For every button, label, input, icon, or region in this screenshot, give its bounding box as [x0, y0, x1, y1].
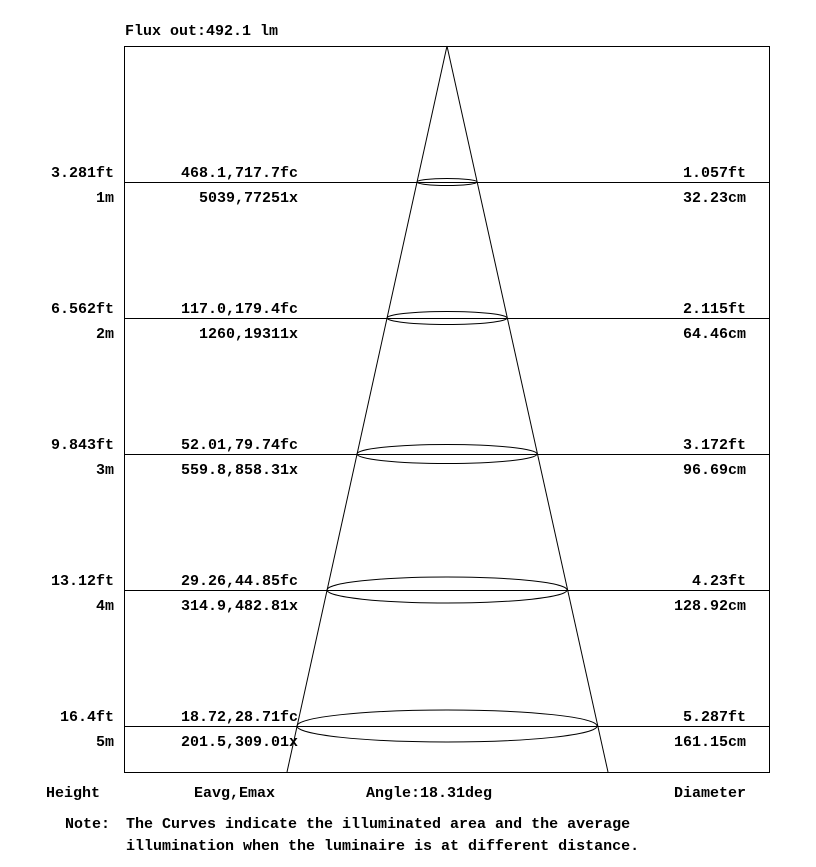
height-ft-label: 13.12ft — [50, 573, 114, 590]
note-line-1: The Curves indicate the illuminated area and the average — [126, 816, 631, 833]
diameter-ft-label: 3.172ft — [682, 437, 746, 454]
beam-edge-left — [287, 46, 447, 772]
diameter-cm-label: 161.15cm — [673, 734, 746, 751]
illuminance-fc-label: 117.0,179.4fc — [180, 301, 298, 318]
flux-out-label: Flux out:492.1 lm — [125, 23, 279, 40]
eavg-emax-column-label: Eavg,Emax — [194, 785, 276, 802]
illuminance-fc-label: 18.72,28.71fc — [180, 709, 298, 726]
diameter-column-label: Diameter — [673, 785, 746, 802]
height-m-label: 1m — [95, 190, 114, 207]
illuminance-lx-label: 559.8,858.31x — [180, 462, 298, 479]
height-m-label: 5m — [95, 734, 114, 751]
height-column-label: Height — [46, 785, 101, 802]
illuminance-fc-label: 52.01,79.74fc — [180, 437, 298, 454]
diameter-ft-label: 1.057ft — [682, 165, 746, 182]
illuminance-lx-label: 5039,77251x — [198, 190, 298, 207]
illuminance-lx-label: 201.5,309.01x — [180, 734, 298, 751]
note-prefix: Note: — [65, 816, 111, 833]
height-ft-label: 3.281ft — [50, 165, 114, 182]
height-ft-label: 6.562ft — [50, 301, 114, 318]
illuminance-lx-label: 1260,19311x — [198, 326, 298, 343]
beam-angle-label: Angle:18.31deg — [366, 785, 493, 802]
height-ft-label: 16.4ft — [59, 709, 114, 726]
height-ft-label: 9.843ft — [50, 437, 114, 454]
beam-edge-right — [447, 46, 608, 772]
diameter-ft-label: 4.23ft — [691, 573, 746, 590]
note-line-2: illumination when the luminaire is at different distance. — [126, 838, 640, 855]
diameter-ft-label: 2.115ft — [682, 301, 746, 318]
diameter-cm-label: 128.92cm — [673, 598, 746, 615]
diameter-cm-label: 96.69cm — [682, 462, 746, 479]
height-m-label: 4m — [95, 598, 114, 615]
diameter-cm-label: 64.46cm — [682, 326, 746, 343]
diagram-frame — [125, 47, 770, 773]
illuminance-lx-label: 314.9,482.81x — [180, 598, 298, 615]
illuminance-fc-label: 468.1,717.7fc — [180, 165, 298, 182]
illuminance-fc-label: 29.26,44.85fc — [180, 573, 298, 590]
diameter-cm-label: 32.23cm — [682, 190, 746, 207]
height-m-label: 3m — [95, 462, 114, 479]
diameter-ft-label: 5.287ft — [682, 709, 746, 726]
height-m-label: 2m — [95, 326, 114, 343]
